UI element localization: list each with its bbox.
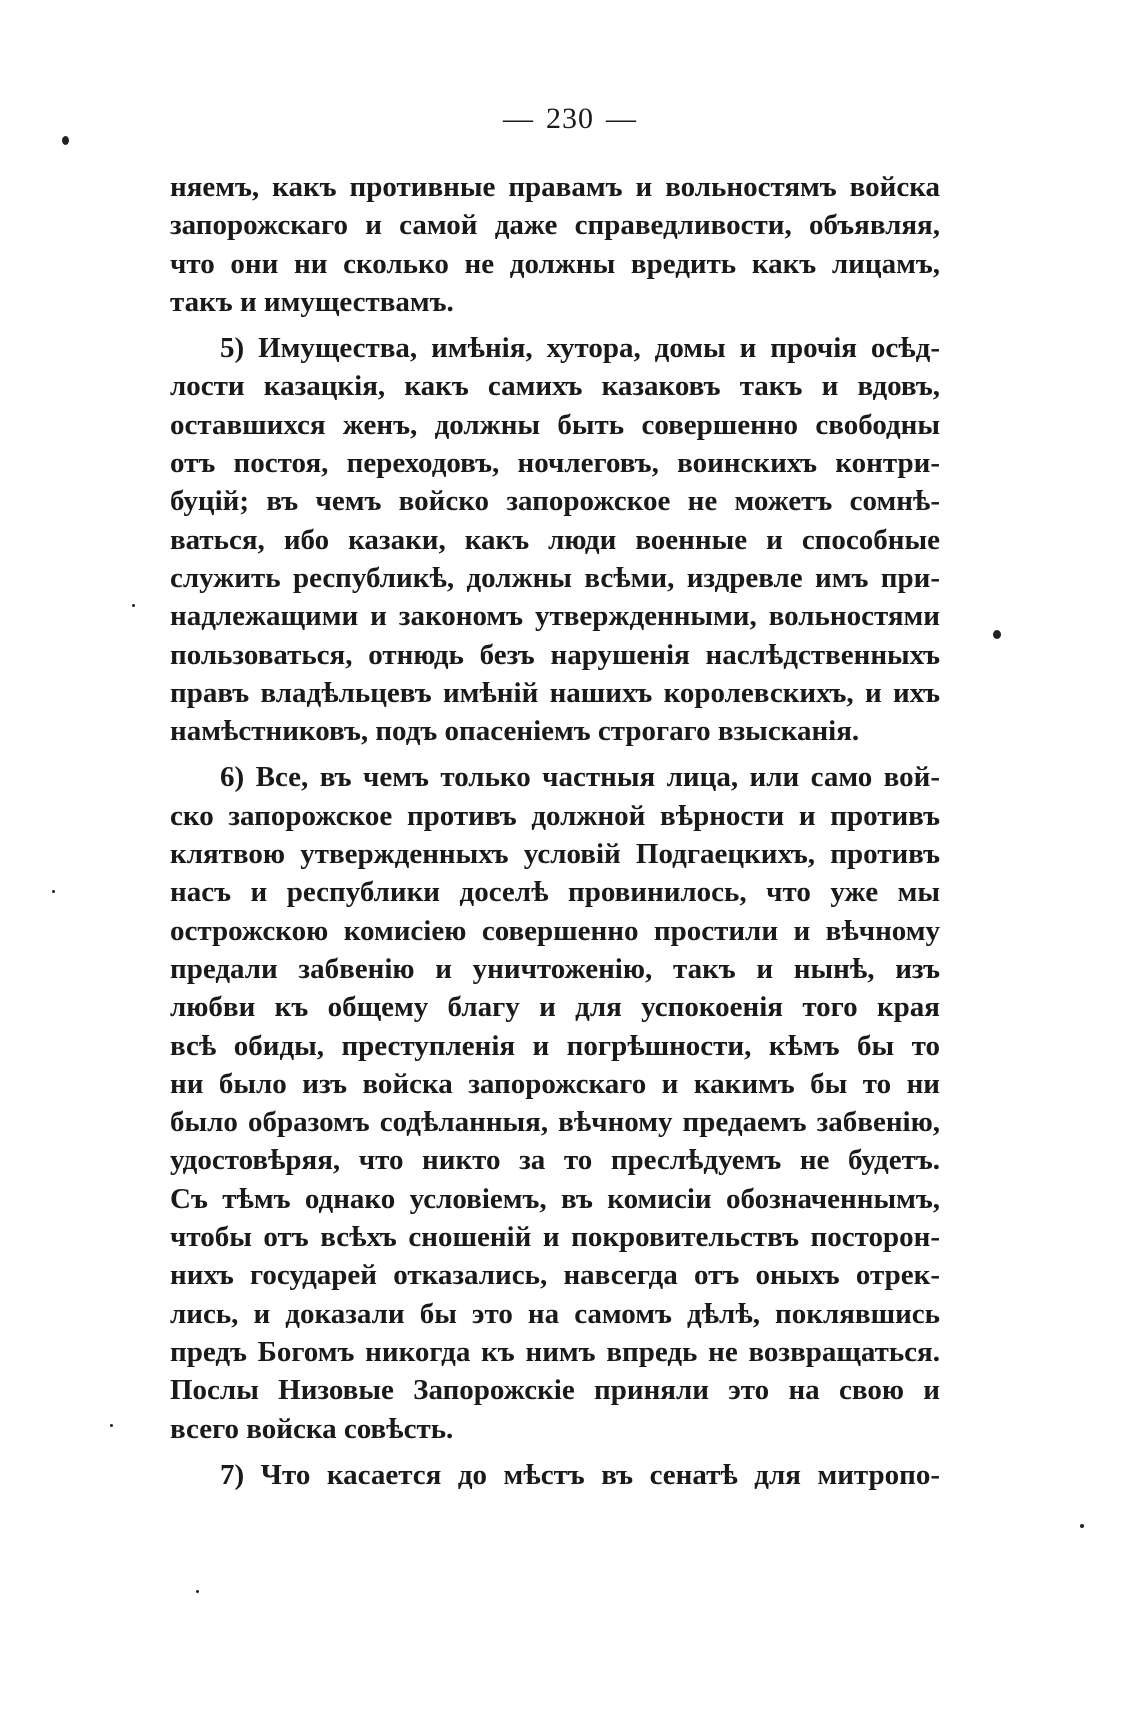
text-line: что они ни сколько не должны вредить какъ лицамъ,	[170, 247, 940, 280]
body-text	[170, 168, 940, 1494]
text-line: удостовѣряя, что никто за то преслѣдуемъ не будетъ.	[170, 1144, 940, 1177]
paragraph-item-6	[170, 758, 940, 1447]
text-line: ваться, ибо казаки, какъ люди военные и способные	[170, 523, 940, 556]
text-line: Послы Низовые Запорожскіе приняли это на свою и	[170, 1374, 940, 1407]
text-line: предъ Богомъ никогда къ нимъ впредь не возвращаться.	[170, 1335, 940, 1368]
scan-speck	[132, 604, 135, 607]
text-line: 5) Имущества, имѣнія, хутора, домы и прочія осѣд-	[220, 332, 940, 365]
text-line: отъ постоя, переходовъ, ночлеговъ, воинскихъ контри-	[170, 447, 940, 480]
text-line: няемъ, какъ противные правамъ и вольностямъ войска	[170, 171, 940, 203]
page-number-dash-left: —	[503, 102, 534, 135]
text-line: 6) Все, въ чемъ только частныя лица, или само вой-	[220, 761, 940, 794]
text-line: пользоваться, отнюдь безъ нарушенія наслѣдственныхъ	[170, 638, 940, 671]
text-line: лости казацкія, какъ самихъ казаковъ такъ и вдовъ,	[170, 370, 940, 403]
scan-speck	[110, 1424, 113, 1427]
text-line: буцій; въ чемъ войско запорожское не можетъ сомнѣ-	[170, 485, 940, 518]
scan-speck	[52, 890, 55, 893]
text-line: нихъ государей отказались, навсегда отъ оныхъ отрек-	[170, 1259, 940, 1292]
text-line: надлежащими и закономъ утвержденными, вольностями	[170, 600, 940, 633]
text-line: острожскою комисіею совершенно простили и вѣчному	[170, 914, 940, 947]
text-line: предали забвенію и уничтоженію, такъ и нынѣ, изъ	[170, 952, 940, 985]
text-line: служить республикѣ, должны всѣми, издревле имъ при-	[170, 561, 940, 594]
scan-speck	[1080, 1524, 1084, 1528]
scan-speck	[196, 1590, 199, 1593]
text-line: 7) Что касается до мѣстъ въ сенатѣ для митропо-	[220, 1458, 940, 1491]
text-line: клятвою утвержденныхъ условій Подгаецкихъ, противъ	[170, 838, 940, 871]
scan-speck	[62, 136, 69, 145]
text-line: всего войска совѣсть.	[170, 1412, 454, 1445]
text-line: ни было изъ войска запорожскаго и какимъ бы то ни	[170, 1067, 940, 1100]
paragraph-item-7	[170, 1456, 940, 1494]
page-number-value: 230	[546, 102, 594, 135]
page-number-dash-right: —	[606, 102, 637, 135]
text-line: такъ и имуществамъ.	[170, 285, 454, 318]
text-line: было образомъ содѣланныя, вѣчному предаемъ забвенію,	[170, 1106, 940, 1139]
text-line: намѣстниковъ, подъ опасеніемъ строгаго взысканія.	[170, 715, 860, 748]
text-line: оставшихся женъ, должны быть совершенно свободны	[170, 408, 940, 441]
text-line: ско запорожское противъ должной вѣрности и противъ	[170, 799, 940, 832]
text-line: правъ владѣльцевъ имѣній нашихъ королевскихъ, и ихъ	[170, 676, 940, 709]
text-line: насъ и республики доселѣ провинилось, что уже мы	[170, 876, 940, 909]
page-number	[0, 102, 1140, 136]
text-line: всѣ обиды, преступленія и погрѣшности, кѣмъ бы то	[170, 1029, 940, 1062]
text-line: лись, и доказали бы это на самомъ дѣлѣ, поклявшись	[170, 1297, 940, 1330]
text-line: запорожскаго и самой даже справедливости, объявляя,	[170, 209, 940, 242]
text-line: чтобы отъ всѣхъ сношеній и покровительствъ посторон-	[170, 1221, 940, 1254]
scan-speck	[993, 630, 1001, 639]
paragraph-continuation	[170, 168, 940, 321]
paragraph-item-5	[170, 329, 940, 750]
text-line: Съ тѣмъ однако условіемъ, въ комисіи обозначеннымъ,	[170, 1182, 940, 1215]
text-line: любви къ общему благу и для успокоенія того края	[170, 991, 940, 1024]
